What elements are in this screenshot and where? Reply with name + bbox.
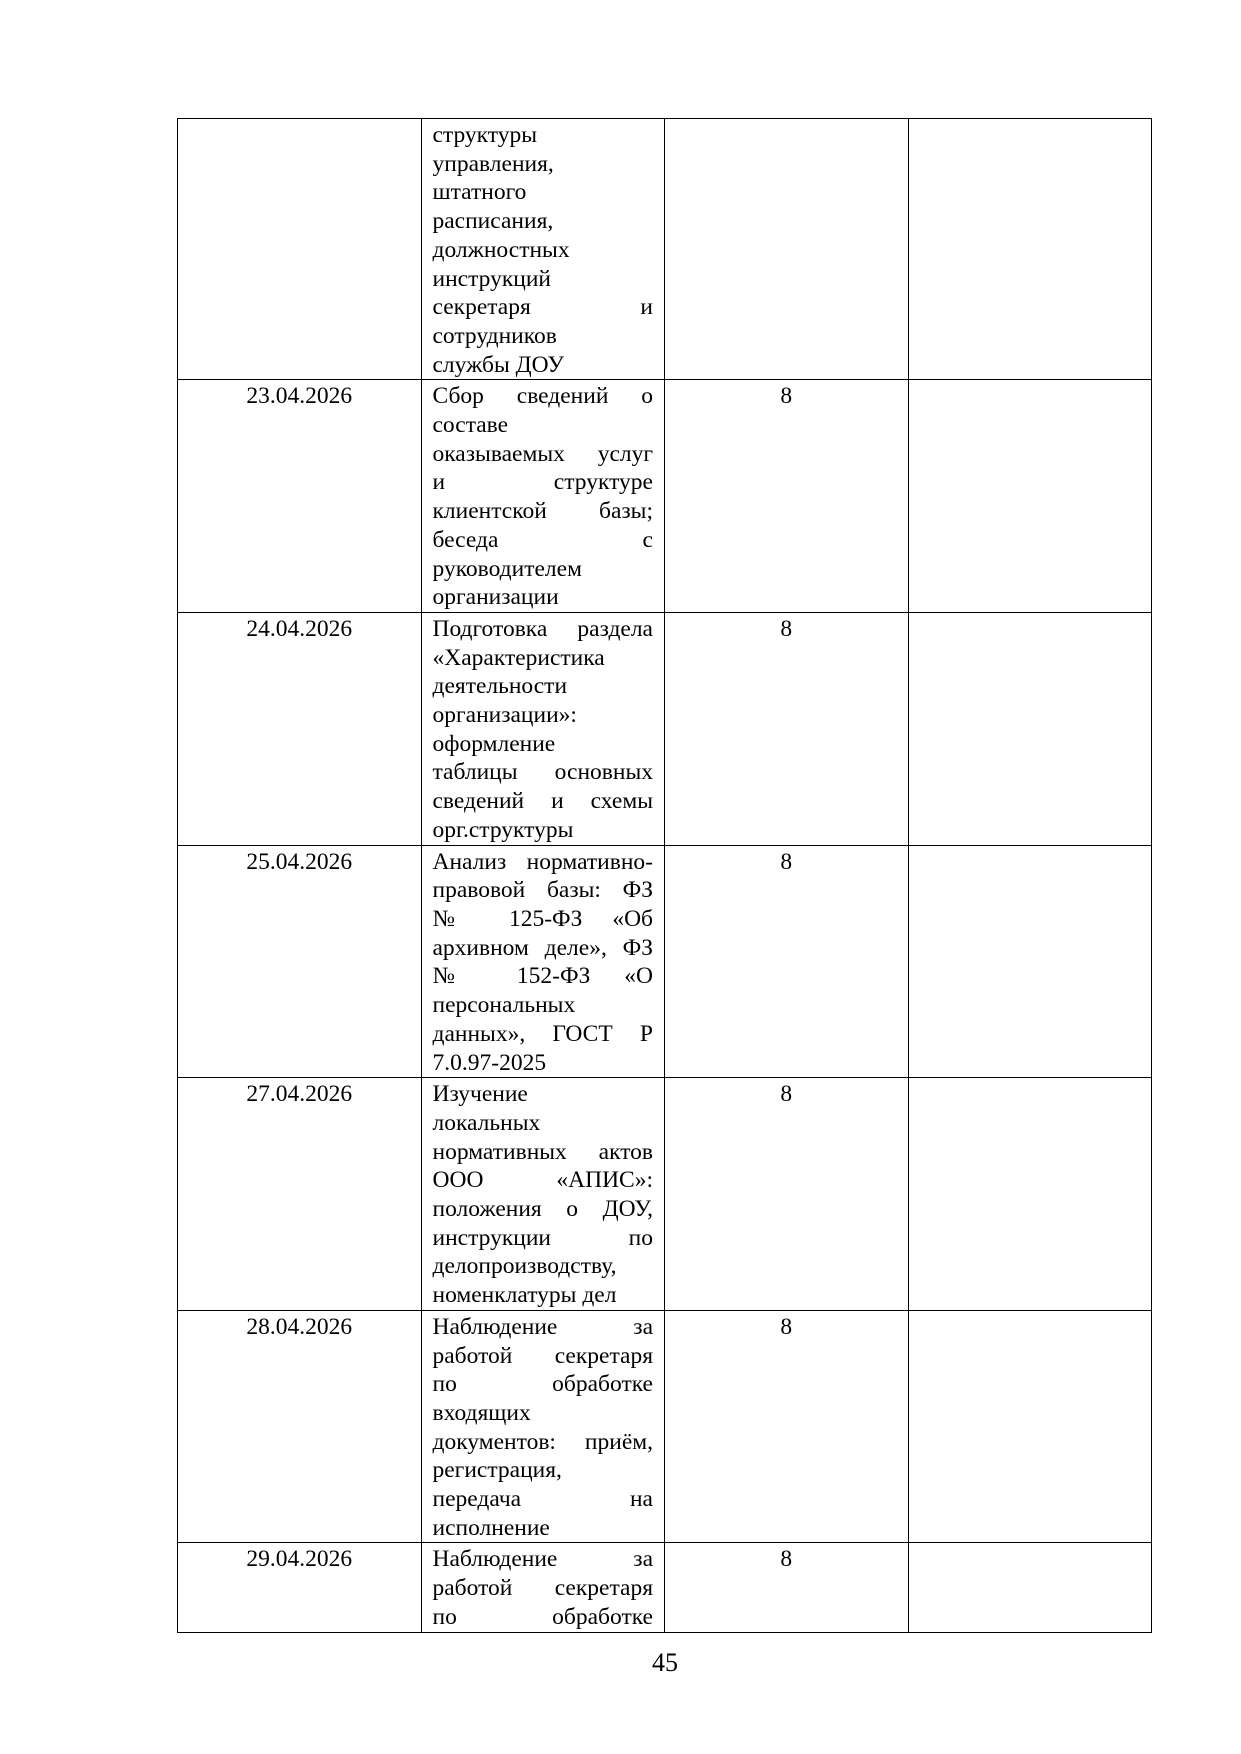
hours-cell: 8 xyxy=(665,1310,909,1543)
work-description-line: № 125-ФЗ «Об xyxy=(432,905,653,932)
date-cell xyxy=(178,119,422,380)
work-description-line: штатного xyxy=(432,179,527,206)
work-description-line: оформление xyxy=(432,730,556,757)
schedule-table-body xyxy=(178,119,1152,1633)
hours-cell: 8 xyxy=(665,1078,909,1311)
work-description-line: нормативных актов xyxy=(432,1138,653,1165)
work-description-cell xyxy=(421,1078,665,1311)
work-description-line: оказываемых услуг xyxy=(432,440,653,467)
work-description-line: деятельности xyxy=(432,673,568,700)
work-description-line: и структуре xyxy=(432,469,653,496)
work-description-line: инструкций xyxy=(432,265,551,292)
work-description-line: положения о ДОУ, xyxy=(432,1196,653,1223)
date-cell: 23.04.2026 xyxy=(178,380,422,613)
hours-cell: 8 xyxy=(665,612,909,845)
work-description-line: службы ДОУ xyxy=(432,351,564,378)
work-description-line: секретаря и xyxy=(432,294,653,321)
work-description-line: управления, xyxy=(432,150,554,177)
table-row xyxy=(178,1543,1152,1632)
work-description-line: работой секретаря xyxy=(432,1342,653,1369)
date-cell: 29.04.2026 xyxy=(178,1543,422,1632)
note-cell xyxy=(908,1543,1152,1632)
work-description-line: структуры xyxy=(432,122,538,148)
work-description-line: Сбор сведений о xyxy=(432,383,653,410)
date-cell: 27.04.2026 xyxy=(178,1078,422,1311)
table-row xyxy=(178,1078,1152,1311)
work-description-cell xyxy=(421,612,665,845)
note-cell xyxy=(908,612,1152,845)
work-description-line: передача на xyxy=(432,1486,653,1513)
work-description-line: работой секретаря xyxy=(432,1575,653,1602)
work-description-line: ООО «АПИС»: xyxy=(432,1167,653,1194)
work-description-line: организации»: xyxy=(432,702,577,729)
work-description-line: по обработке xyxy=(432,1371,653,1398)
note-cell xyxy=(908,1310,1152,1543)
work-description-line: регистрация, xyxy=(432,1457,562,1484)
work-description-line: Изучение xyxy=(432,1081,528,1108)
hours-cell: 8 xyxy=(665,380,909,613)
work-description-line: Наблюдение за xyxy=(432,1546,653,1573)
hours-cell: 8 xyxy=(665,1543,909,1632)
work-description-cell xyxy=(421,119,665,380)
date-cell: 25.04.2026 xyxy=(178,845,422,1078)
work-description-line: организации xyxy=(432,584,559,611)
work-description-line: локальных xyxy=(432,1109,541,1136)
work-description-cell xyxy=(421,1543,665,1632)
hours-cell: 8 xyxy=(665,845,909,1078)
note-cell xyxy=(908,845,1152,1078)
work-description-line: данных», ГОСТ Р xyxy=(432,1020,653,1047)
work-description-line: архивном деле», ФЗ xyxy=(432,934,653,961)
work-description-line: документов: приём, xyxy=(432,1428,653,1455)
work-description-line: клиентской базы; xyxy=(432,498,653,525)
table-row xyxy=(178,119,1152,380)
date-cell: 28.04.2026 xyxy=(178,1310,422,1543)
note-cell xyxy=(908,119,1152,380)
work-description-line: руководителем xyxy=(432,555,582,582)
work-description-line: № 152-ФЗ «О xyxy=(432,963,653,990)
work-description-cell xyxy=(421,1310,665,1543)
work-description-line: Наблюдение за xyxy=(432,1313,653,1340)
schedule-table xyxy=(177,118,1152,1633)
table-row xyxy=(178,1310,1152,1543)
work-description-line: исполнение xyxy=(432,1514,550,1541)
table-row xyxy=(178,380,1152,613)
work-description-line: составе xyxy=(432,412,509,439)
work-description-line: Подготовка раздела xyxy=(432,615,653,642)
work-description-line: по обработке xyxy=(432,1603,653,1630)
table-row xyxy=(178,612,1152,845)
page-number: 45 xyxy=(652,1648,678,1677)
work-description-cell xyxy=(421,380,665,613)
work-description-line: номенклатуры дел xyxy=(432,1282,617,1309)
work-description-line: делопроизводству, xyxy=(432,1253,617,1280)
work-description-line: правовой базы: ФЗ xyxy=(432,877,653,904)
work-description-line: «Характеристика xyxy=(432,644,605,671)
hours-cell xyxy=(665,119,909,380)
work-description-cell xyxy=(421,845,665,1078)
work-description-line: беседа с xyxy=(432,526,653,553)
work-description-line: расписания, xyxy=(432,208,554,235)
work-description-line: сведений и схемы xyxy=(432,788,653,815)
work-description-line: инструкции по xyxy=(432,1224,653,1251)
work-description-line: сотрудников xyxy=(432,322,557,349)
work-description-line: входящих xyxy=(432,1399,531,1426)
note-cell xyxy=(908,380,1152,613)
work-description-line: таблицы основных xyxy=(432,759,653,786)
table-row xyxy=(178,845,1152,1078)
work-description-line: Анализ нормативно- xyxy=(432,848,653,875)
note-cell xyxy=(908,1078,1152,1311)
work-description-line: орг.структуры xyxy=(432,816,574,843)
date-cell: 24.04.2026 xyxy=(178,612,422,845)
work-description-line: должностных xyxy=(432,236,570,263)
work-description-line: персональных xyxy=(432,992,576,1019)
work-description-line: 7.0.97-2025 xyxy=(432,1049,547,1076)
